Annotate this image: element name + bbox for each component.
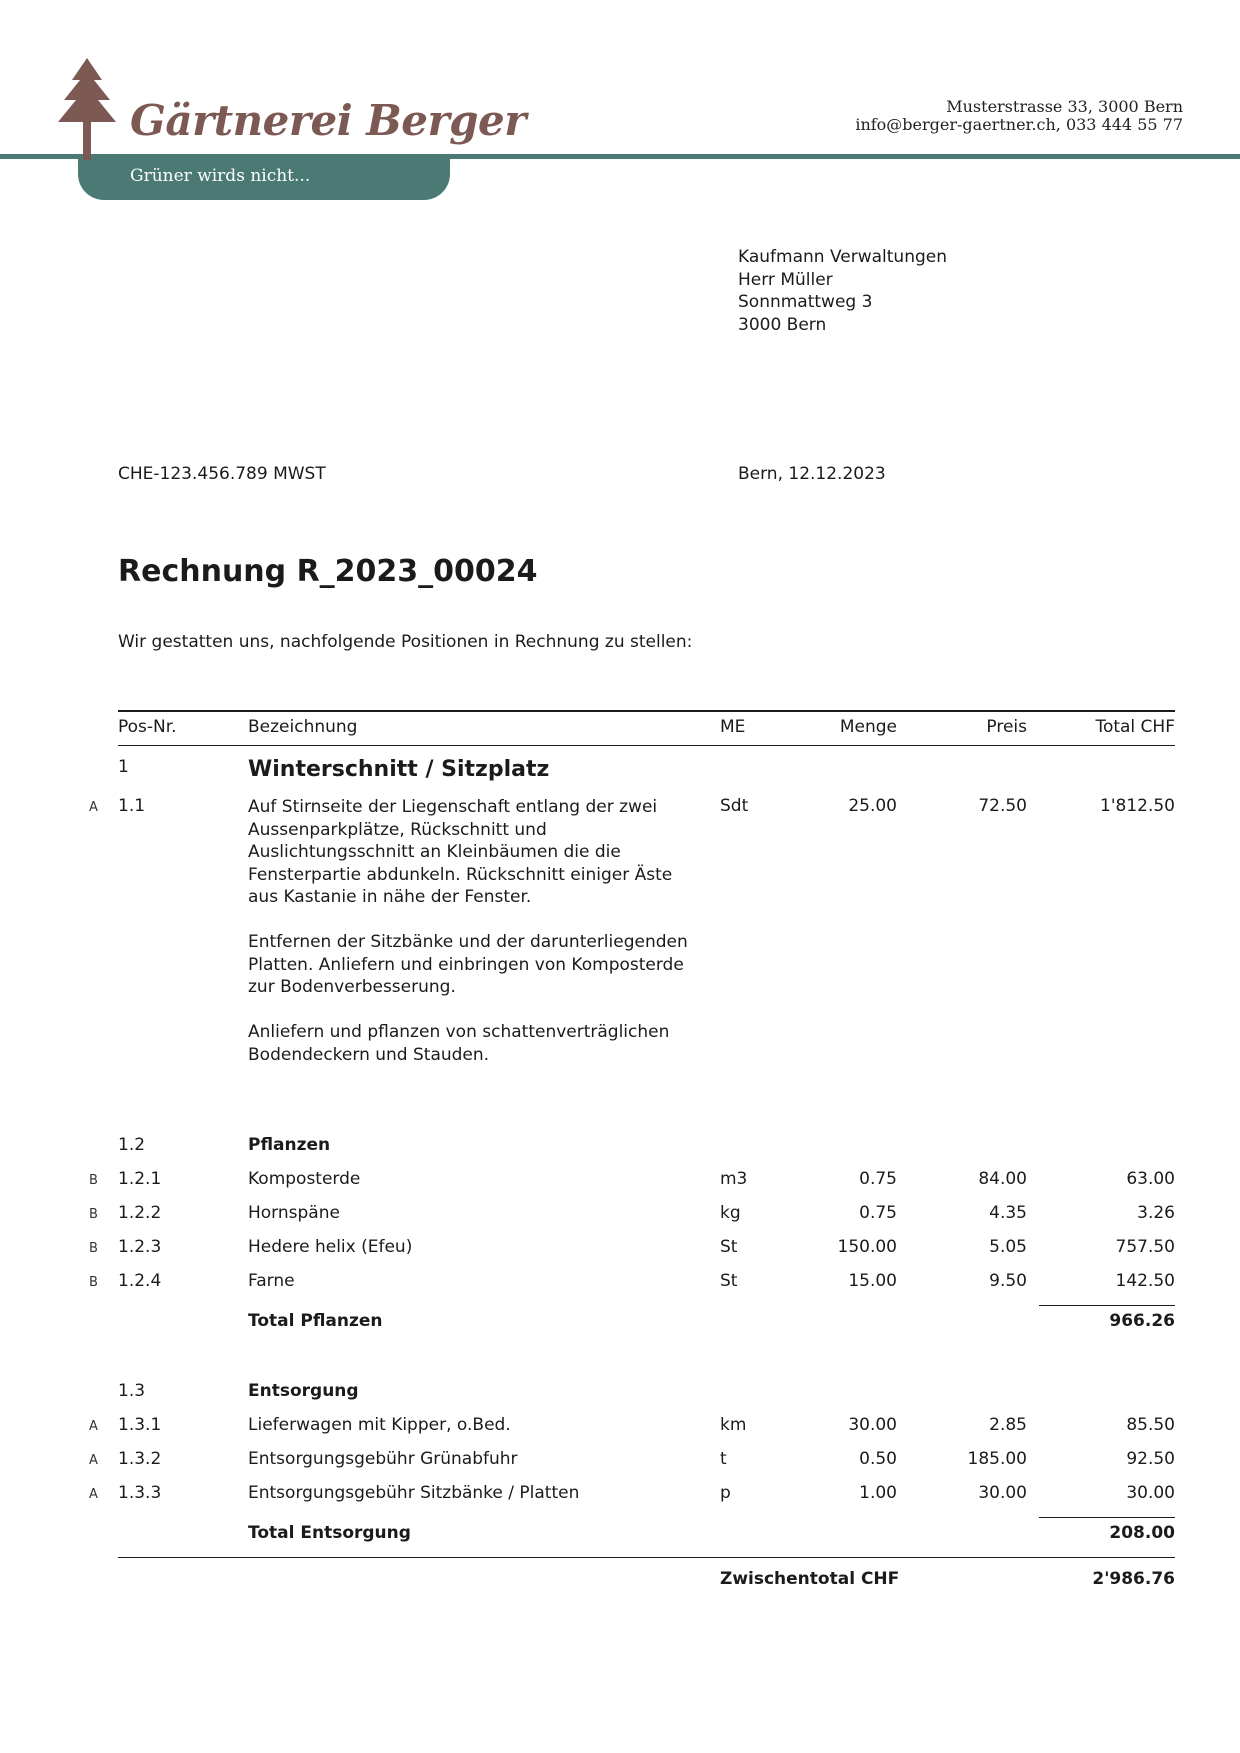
group-pos: 1.3: [118, 1381, 146, 1401]
row-price: 5.05: [989, 1237, 1027, 1257]
row-pos: 1.2.1: [118, 1169, 162, 1189]
group-title: Entsorgung: [248, 1381, 359, 1401]
company-tagline: Grüner wirds nicht...: [130, 166, 311, 186]
row-total: 142.50: [1115, 1271, 1175, 1291]
item-description-para: Anliefern und pflanzen von schattenverträglichen Bodendeckern und Stauden.: [248, 1022, 670, 1065]
section-pos: 1: [118, 757, 129, 777]
row-desc: Hornspäne: [248, 1203, 340, 1223]
invoice-title: Rechnung R_2023_00024: [118, 554, 538, 589]
row-total: 85.50: [1126, 1415, 1175, 1435]
row-total: 3.26: [1137, 1203, 1175, 1223]
table-header-rule: [118, 745, 1175, 746]
row-total: 92.50: [1126, 1449, 1175, 1469]
item-total: 1'812.50: [1100, 796, 1175, 816]
group-total-rule: [1039, 1517, 1175, 1518]
row-desc: Lieferwagen mit Kipper, o.Bed.: [248, 1415, 511, 1435]
recipient-company: Kaufmann Verwaltungen: [738, 247, 947, 267]
place-date: Bern, 12.12.2023: [738, 464, 886, 484]
col-header-total: Total CHF: [1095, 717, 1175, 737]
row-pos: 1.2.3: [118, 1237, 162, 1257]
row-marker: A: [89, 1487, 98, 1502]
item-description-para: Entfernen der Sitzbänke und der darunterliegenden Platten. Anliefern und einbringen von Komposterde zur Bodenverbesserung.: [248, 932, 688, 997]
sender-contact: [855, 98, 1183, 134]
row-marker: A: [89, 1453, 98, 1468]
group-total-value: 966.26: [1109, 1311, 1175, 1331]
row-unit: km: [720, 1415, 747, 1435]
sender-email-phone: info@berger-gaertner.ch, 033 444 55 77: [855, 115, 1183, 134]
row-total: 63.00: [1126, 1169, 1175, 1189]
recipient-address: [738, 246, 947, 336]
subtotal-label: Zwischentotal CHF: [720, 1569, 900, 1589]
row-qty: 30.00: [848, 1415, 897, 1435]
recipient-person: Herr Müller: [738, 269, 833, 290]
row-marker: A: [89, 800, 98, 815]
vat-number: CHE-123.456.789 MWST: [118, 464, 326, 484]
row-marker: B: [89, 1241, 98, 1256]
row-unit: m3: [720, 1169, 748, 1189]
row-desc: Farne: [248, 1271, 295, 1291]
row-marker: B: [89, 1207, 98, 1222]
row-price: 84.00: [978, 1169, 1027, 1189]
col-header-qty: Menge: [839, 717, 897, 737]
subtotal-value: 2'986.76: [1092, 1569, 1175, 1589]
row-unit: p: [720, 1483, 731, 1503]
row-marker: B: [89, 1275, 98, 1290]
row-price: 2.85: [989, 1415, 1027, 1435]
recipient-street: Sonnmattweg 3: [738, 292, 873, 312]
row-price: 4.35: [989, 1203, 1027, 1223]
item-qty: 25.00: [848, 796, 897, 816]
row-unit: kg: [720, 1203, 741, 1223]
item-description: [248, 796, 688, 1089]
tree-icon: [54, 58, 120, 160]
item-price: 72.50: [978, 796, 1027, 816]
group-total-value: 208.00: [1109, 1523, 1175, 1543]
row-desc: Entsorgungsgebühr Sitzbänke / Platten: [248, 1483, 580, 1503]
row-pos: 1.2.2: [118, 1203, 162, 1223]
table-top-rule: [118, 710, 1175, 712]
item-unit: Sdt: [720, 796, 749, 816]
row-qty: 1.00: [859, 1483, 897, 1503]
row-qty: 150.00: [837, 1237, 897, 1257]
item-pos: 1.1: [118, 796, 146, 816]
row-unit: t: [720, 1449, 727, 1469]
group-title: Pflanzen: [248, 1135, 331, 1155]
col-header-price: Preis: [986, 717, 1027, 737]
row-price: 185.00: [967, 1449, 1027, 1469]
col-header-desc: Bezeichnung: [248, 717, 358, 737]
row-total: 757.50: [1115, 1237, 1175, 1257]
row-pos: 1.3.1: [118, 1415, 162, 1435]
sender-address: Musterstrasse 33, 3000 Bern: [946, 97, 1183, 116]
row-qty: 0.50: [859, 1449, 897, 1469]
subtotal-rule: [118, 1557, 1175, 1558]
row-desc: Hedere helix (Efeu): [248, 1237, 413, 1257]
row-marker: A: [89, 1419, 98, 1434]
invoice-intro: Wir gestatten uns, nachfolgende Positionen in Rechnung zu stellen:: [118, 632, 693, 652]
row-desc: Entsorgungsgebühr Grünabfuhr: [248, 1449, 518, 1469]
row-total: 30.00: [1126, 1483, 1175, 1503]
section-title: Winterschnitt / Sitzplatz: [248, 757, 550, 782]
group-total-label: Total Entsorgung: [248, 1523, 411, 1543]
row-qty: 15.00: [848, 1271, 897, 1291]
row-pos: 1.3.2: [118, 1449, 162, 1469]
col-header-unit: ME: [720, 717, 746, 737]
row-desc: Komposterde: [248, 1169, 361, 1189]
group-total-rule: [1039, 1305, 1175, 1306]
item-description-para: Auf Stirnseite der Liegenschaft entlang der zwei Aussenparkplätze, Rückschnitt und Auslichtungsschnitt an Kleinbäumen die die Fensterpartie abdunkeln. Rückschnitt einiger Äste aus Kastanie in nähe der Fenster.: [248, 797, 673, 907]
row-unit: St: [720, 1271, 738, 1291]
recipient-city: 3000 Bern: [738, 314, 827, 335]
row-qty: 0.75: [859, 1169, 897, 1189]
row-pos: 1.2.4: [118, 1271, 162, 1291]
row-marker: B: [89, 1173, 98, 1188]
row-price: 9.50: [989, 1271, 1027, 1291]
col-header-pos: Pos-Nr.: [118, 717, 177, 737]
row-unit: St: [720, 1237, 738, 1257]
row-price: 30.00: [978, 1483, 1027, 1503]
group-pos: 1.2: [118, 1135, 146, 1155]
row-qty: 0.75: [859, 1203, 897, 1223]
group-total-label: Total Pflanzen: [248, 1311, 383, 1331]
company-name: Gärtnerei Berger: [130, 96, 526, 145]
row-pos: 1.3.3: [118, 1483, 162, 1503]
